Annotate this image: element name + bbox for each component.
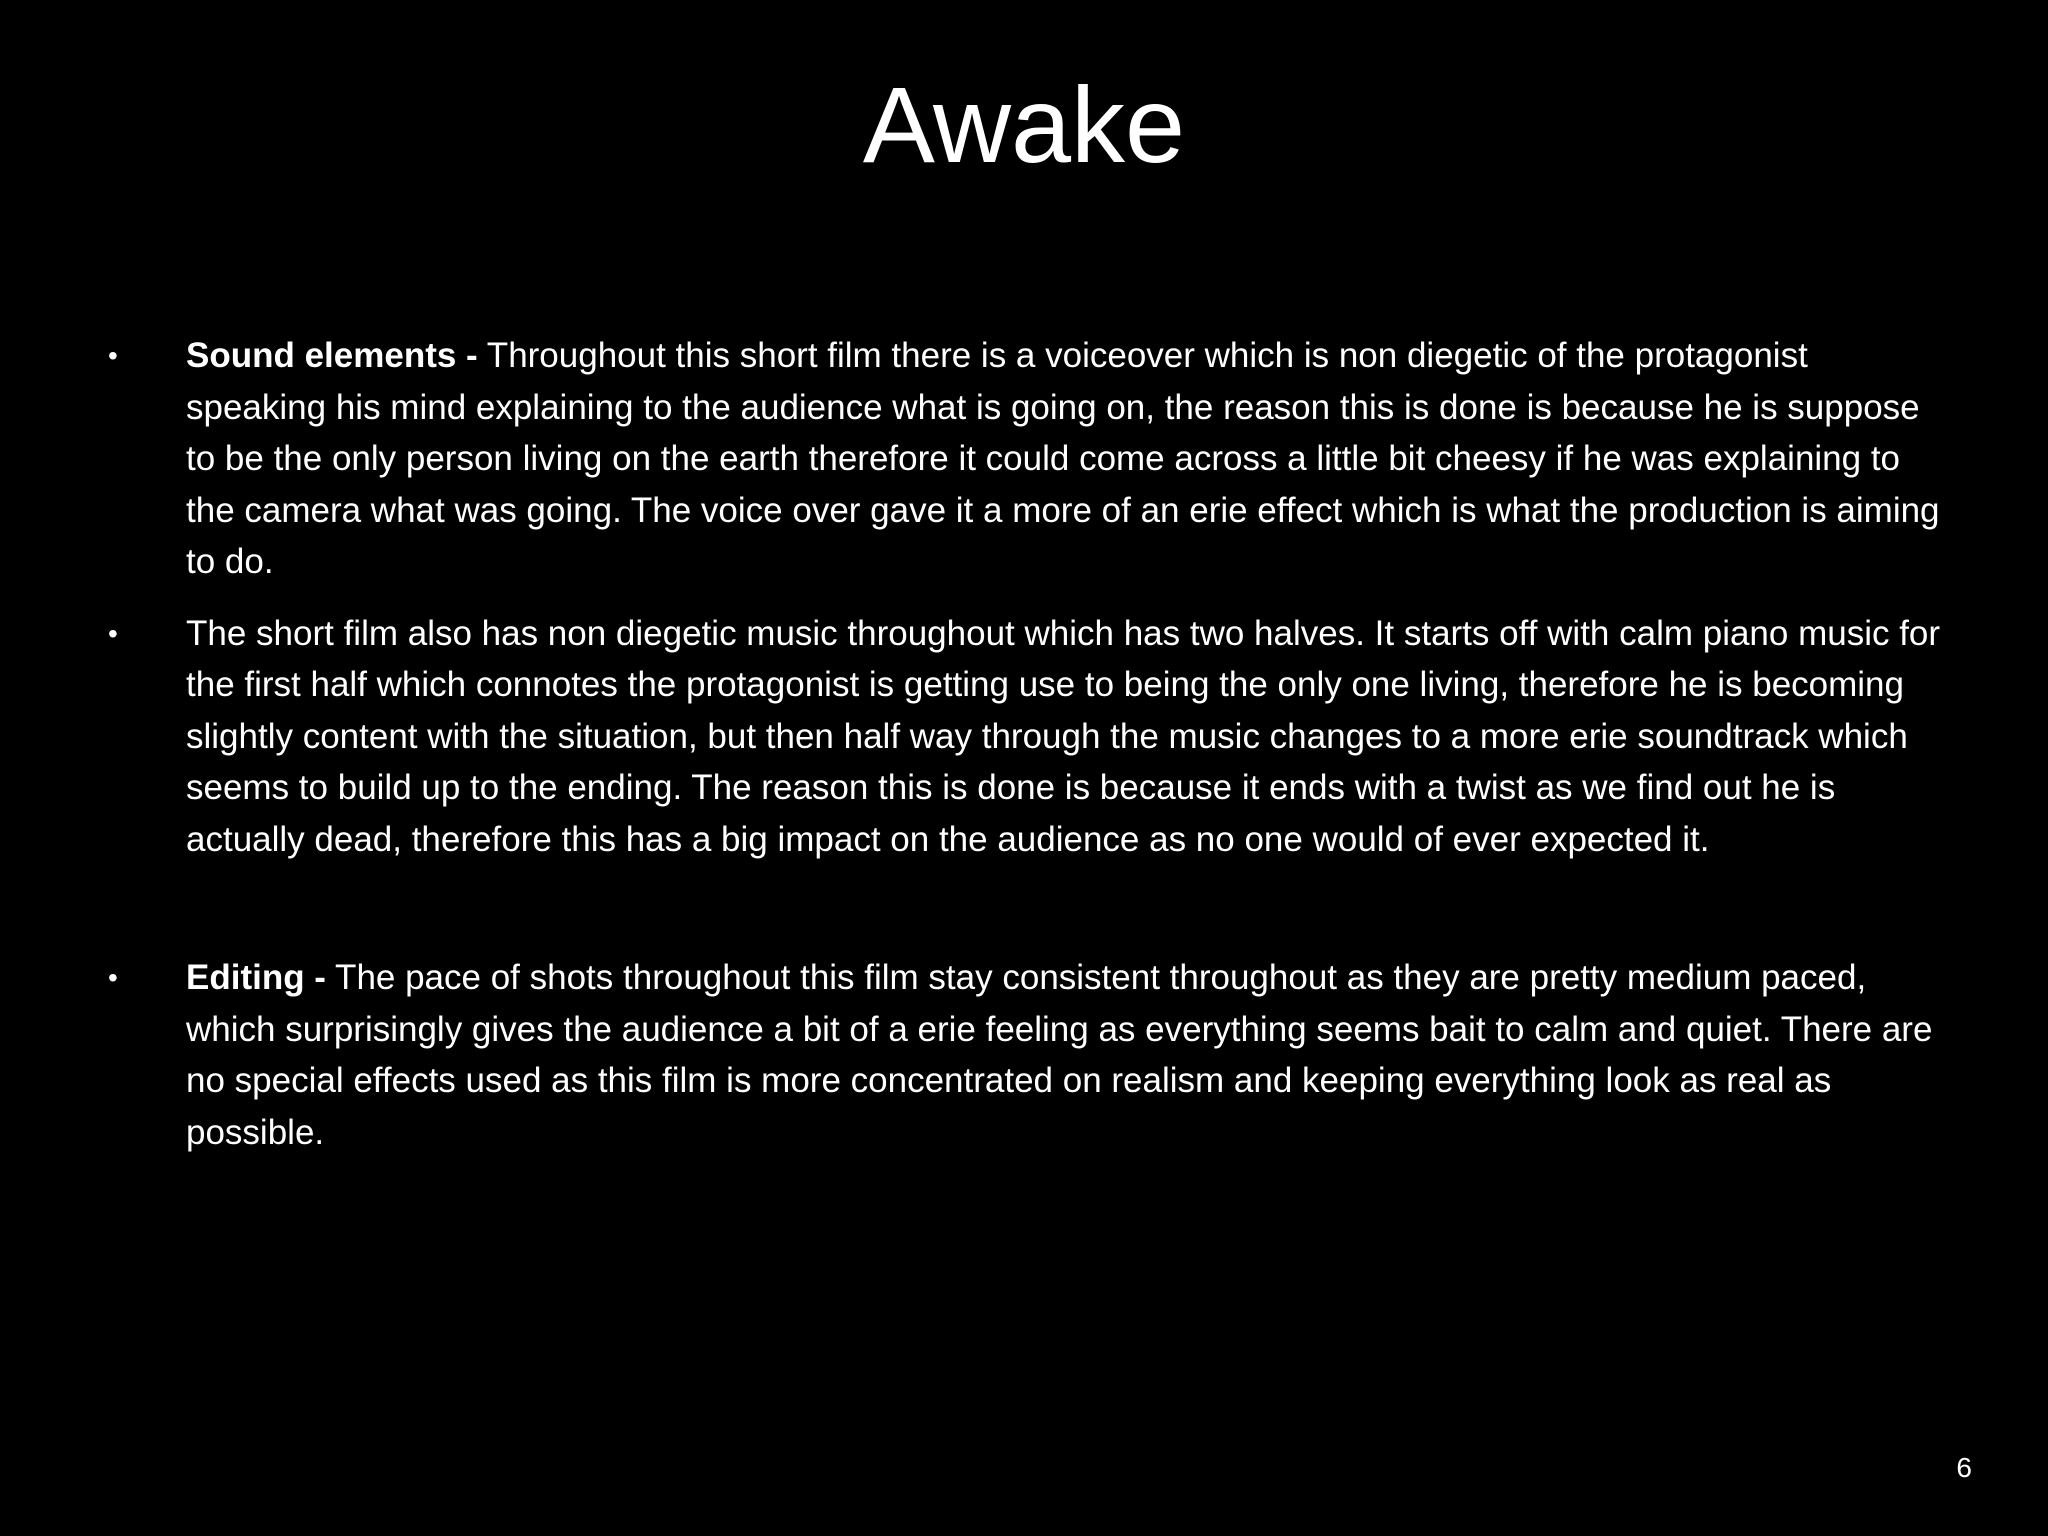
bullet-icon: • <box>108 340 118 371</box>
bullet-text: The short film also has non diegetic music throughout which has two halves. It starts off with calm piano music for the first half which connotes the protagonist is getting use to being the only one living, therefore he is becoming slightly content with the situation, but then half way through the music changes to a more erie soundtrack which seems to build up to the ending. The reason this is done is because it ends with a twist as we find out he is actually dead, therefore this has a big impact on the audience as no one would of ever expected it. <box>186 613 1941 859</box>
bullet-list <box>108 330 1948 1158</box>
bullet-icon: • <box>108 617 118 649</box>
bullet-icon: • <box>108 962 118 993</box>
slide-title: Awake <box>862 64 1186 185</box>
bullet-text: Throughout this short film there is a voiceover which is non diegetic of the protagonist speaking his mind explaining to the audience what is going on, the reason this is done is because he is suppose to be the only person living on the earth therefore it could come across a little bit cheesy if he was explaining to the camera what was going. The voice over gave it a more of an erie effect which is what the production is aiming to do. <box>186 336 1940 581</box>
bullet-item <box>108 608 1948 866</box>
page-number: 6 <box>1956 1452 1972 1483</box>
bullet-lead: Sound elements - <box>186 336 478 375</box>
bullet-lead: Editing - <box>186 958 326 997</box>
bullet-item <box>108 952 1948 1158</box>
bullet-text: The pace of shots throughout this film stay consistent throughout as they are pretty medium paced, which surprisingly gives the audience a bit of a erie feeling as everything seems bait to calm and quiet. There are no special effects used as this film is more concentrated on realism and keeping everything look as real as possible. <box>186 958 1933 1152</box>
bullet-item <box>108 330 1948 588</box>
